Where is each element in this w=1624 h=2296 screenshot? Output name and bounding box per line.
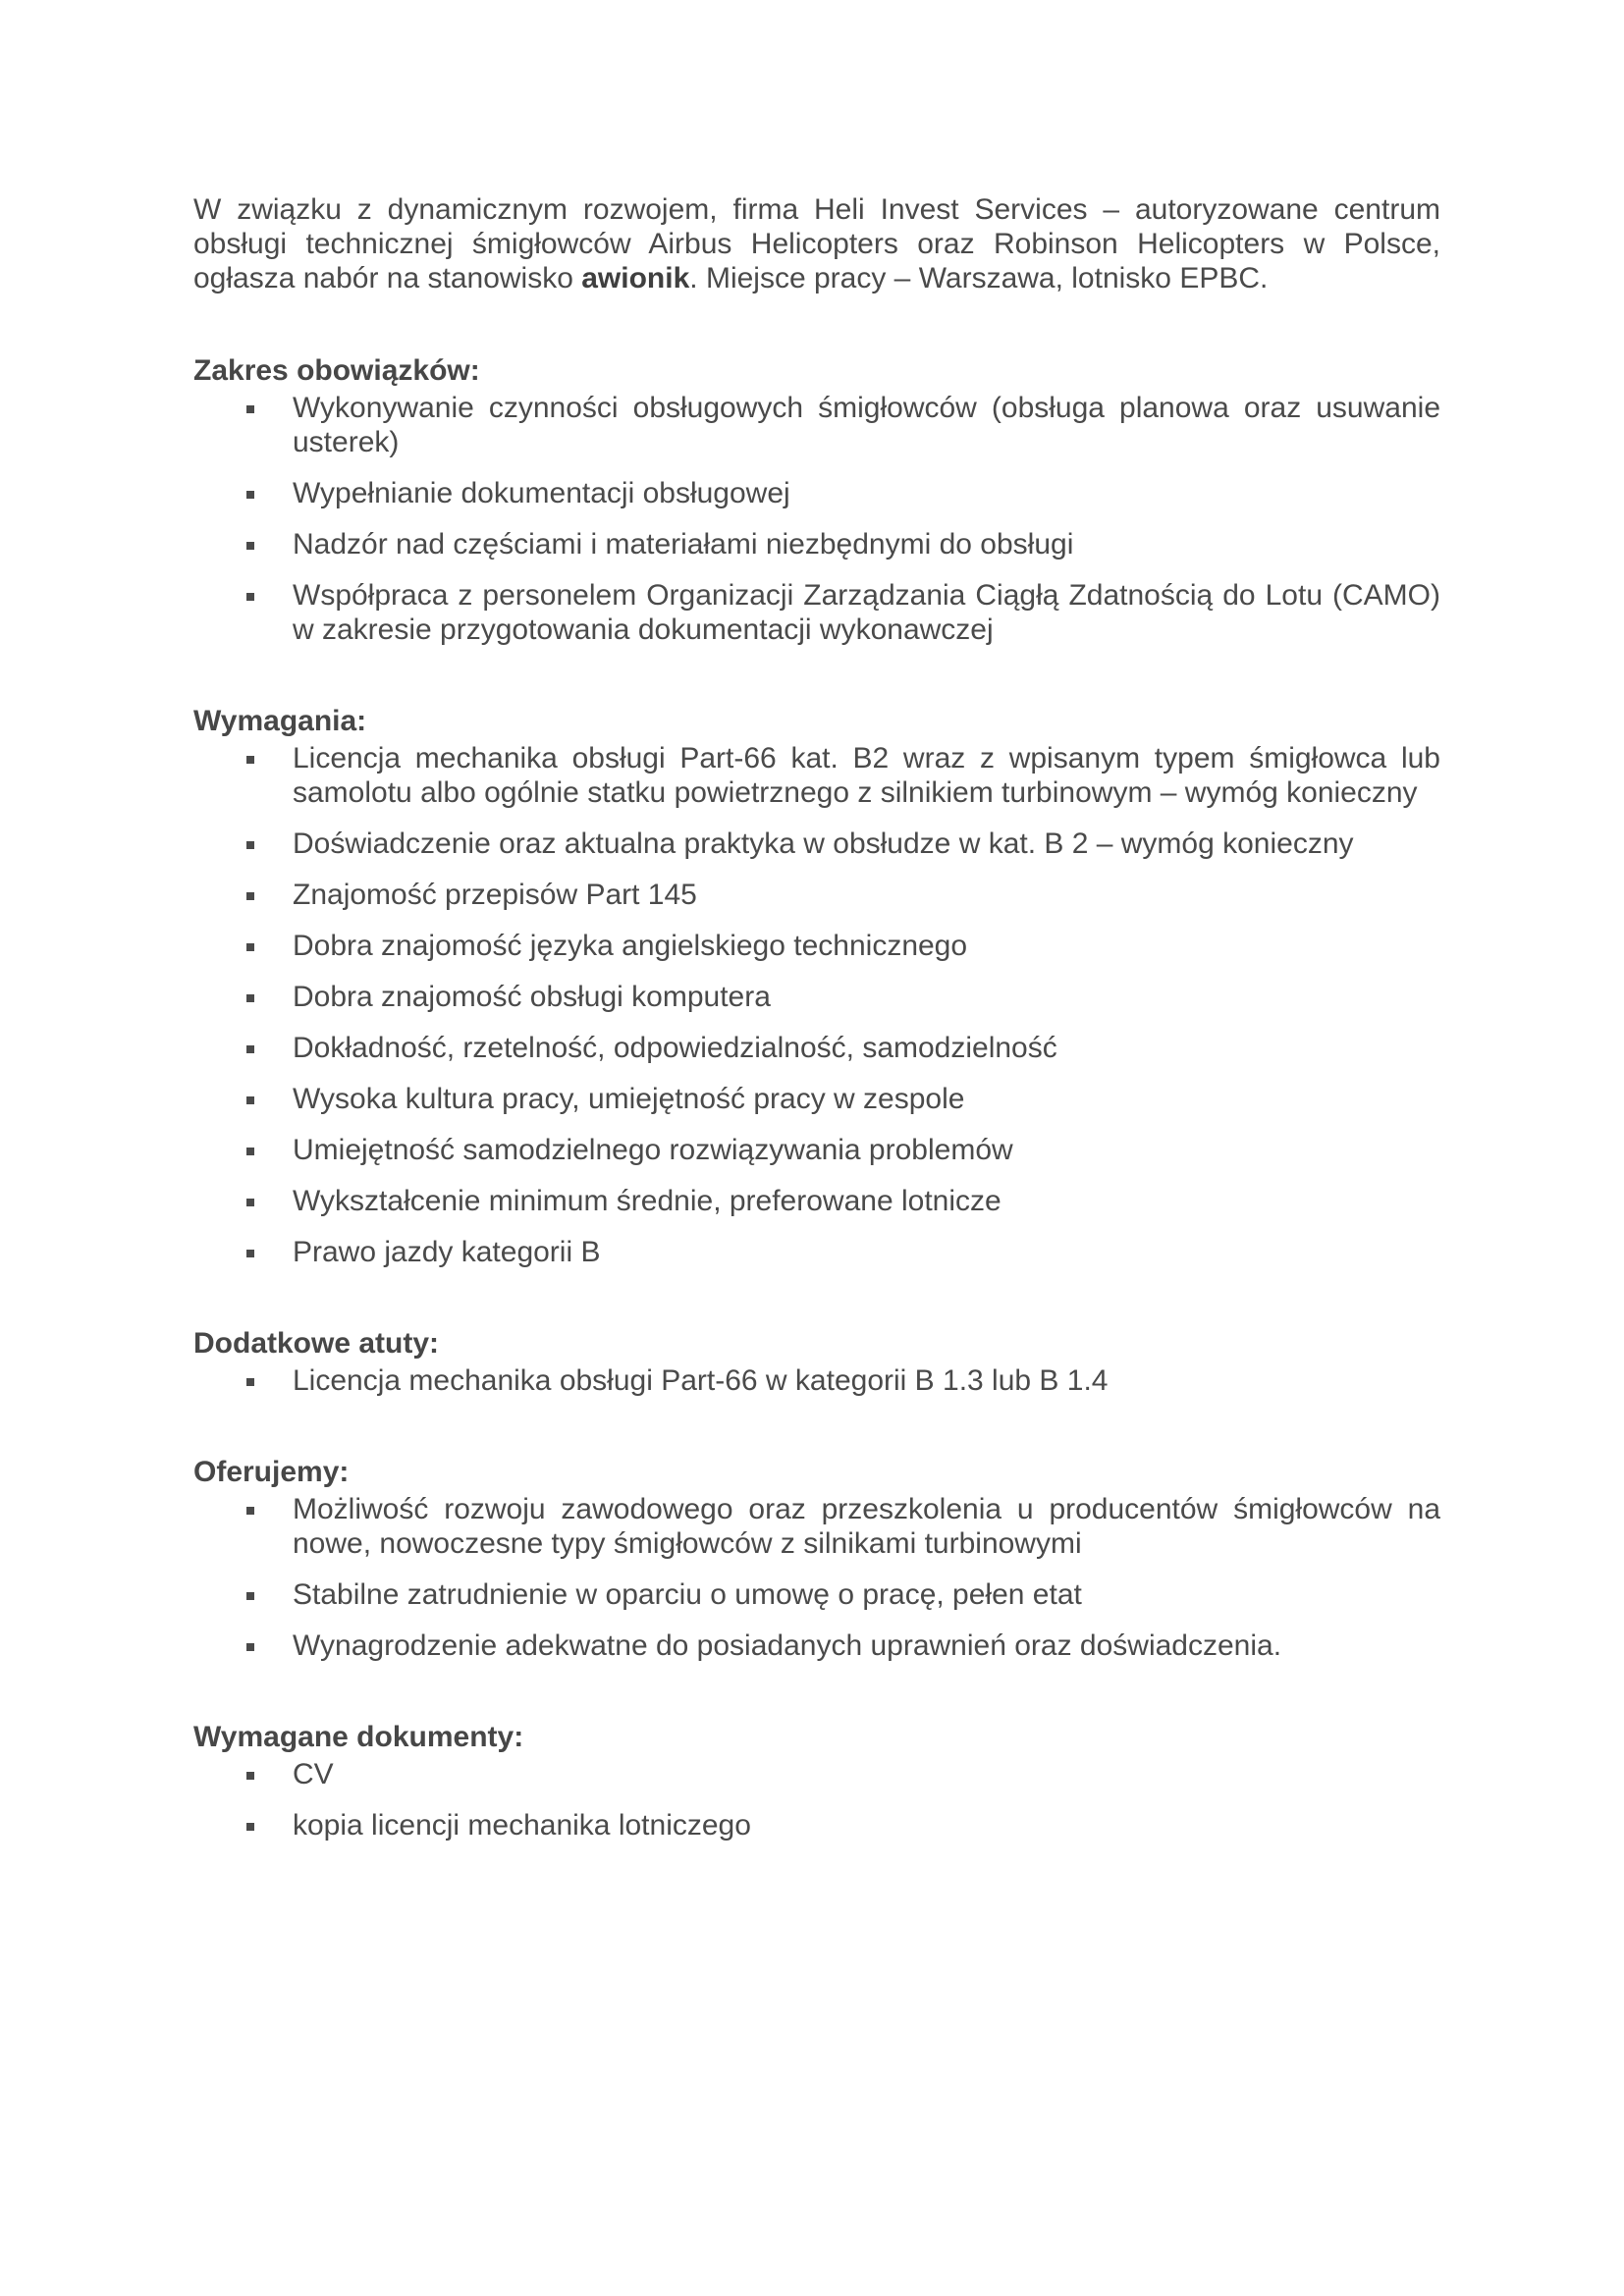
list-item-text: Wysoka kultura pracy, umiejętność pracy w zespole	[293, 1083, 965, 1115]
square-bullet-icon	[246, 1250, 254, 1257]
bullet-list	[193, 391, 1440, 647]
list-item-text: CV	[293, 1758, 334, 1790]
intro-position: awionik	[581, 262, 690, 294]
square-bullet-icon	[246, 1772, 254, 1780]
list-item	[193, 1363, 1440, 1398]
section-wymagania	[193, 704, 1440, 1269]
square-bullet-icon	[246, 1096, 254, 1104]
square-bullet-icon	[246, 943, 254, 951]
square-bullet-icon	[246, 405, 254, 413]
square-bullet-icon	[246, 892, 254, 900]
square-bullet-icon	[246, 1592, 254, 1600]
list-item-text: Stabilne zatrudnienie w oparciu o umowę o pracę, pełen etat	[293, 1578, 1082, 1611]
square-bullet-icon	[246, 1823, 254, 1831]
list-item	[193, 578, 1440, 647]
list-item	[193, 741, 1440, 810]
list-item-text: Doświadczenie oraz aktualna praktyka w obsłudze w kat. B 2 – wymóg konieczny	[293, 828, 1354, 860]
section-heading: Wymagania:	[193, 705, 367, 737]
list-item-text: Wykonywanie czynności obsługowych śmigłowców (obsługa planowa oraz usuwanie usterek)	[293, 392, 1440, 458]
list-item	[193, 878, 1440, 912]
square-bullet-icon	[246, 1507, 254, 1515]
list-item	[193, 1757, 1440, 1791]
list-item	[193, 980, 1440, 1014]
list-item	[193, 1031, 1440, 1065]
list-item-text: Znajomość przepisów Part 145	[293, 879, 697, 911]
list-item	[193, 1235, 1440, 1269]
intro-text-part2: . Miejsce pracy – Warszawa, lotnisko EPBC.	[689, 262, 1269, 294]
section-dodatkowe-atuty	[193, 1326, 1440, 1398]
section-heading: Oferujemy:	[193, 1456, 350, 1488]
list-item	[193, 1492, 1440, 1561]
list-item-text: Możliwość rozwoju zawodowego oraz przeszkolenia u producentów śmigłowców na nowe, nowoczesne typy śmigłowców z silnikami turbinowymi	[293, 1493, 1440, 1560]
square-bullet-icon	[246, 994, 254, 1002]
list-item	[193, 1629, 1440, 1663]
bullet-list	[193, 741, 1440, 1269]
list-item-text: Umiejętność samodzielnego rozwiązywania problemów	[293, 1134, 1013, 1166]
list-item-text: Wynagrodzenie adekwatne do posiadanych uprawnień oraz doświadczenia.	[293, 1629, 1282, 1662]
intro-text-part1: W związku z dynamicznym rozwojem, firma Heli Invest Services – autoryzowane centrum obsługi technicznej śmigłowców Airbus Helicopters oraz Robinson Helicopters w Polsce, ogłasza nabór na stanowisko	[193, 193, 1440, 294]
square-bullet-icon	[246, 756, 254, 764]
sections-container	[193, 353, 1440, 1842]
list-item-text: Licencja mechanika obsługi Part-66 w kategorii B 1.3 lub B 1.4	[293, 1364, 1109, 1397]
square-bullet-icon	[246, 841, 254, 849]
section-zakres-obowiazkow	[193, 353, 1440, 647]
list-item-text: Współpraca z personelem Organizacji Zarządzania Ciągłą Zdatnością do Lotu (CAMO) w zakresie przygotowania dokumentacji wykonawczej	[293, 579, 1440, 646]
list-item-text: Dobra znajomość obsługi komputera	[293, 981, 771, 1013]
document-page	[193, 192, 1440, 1842]
list-item	[193, 391, 1440, 459]
bullet-list	[193, 1492, 1440, 1663]
list-item	[193, 827, 1440, 861]
list-item	[193, 929, 1440, 963]
square-bullet-icon	[246, 1643, 254, 1651]
square-bullet-icon	[246, 1045, 254, 1053]
bullet-list	[193, 1363, 1440, 1398]
list-item	[193, 1133, 1440, 1167]
square-bullet-icon	[246, 1148, 254, 1155]
list-item	[193, 1808, 1440, 1842]
list-item-text: Dobra znajomość języka angielskiego technicznego	[293, 930, 968, 962]
list-item	[193, 1082, 1440, 1116]
list-item-text: kopia licencji mechanika lotniczego	[293, 1809, 751, 1842]
bullet-list	[193, 1757, 1440, 1842]
square-bullet-icon	[246, 542, 254, 550]
square-bullet-icon	[246, 1378, 254, 1386]
section-heading: Dodatkowe atuty:	[193, 1327, 440, 1360]
list-item-text: Wykształcenie minimum średnie, preferowane lotnicze	[293, 1185, 1001, 1217]
list-item	[193, 476, 1440, 510]
section-heading: Wymagane dokumenty:	[193, 1721, 524, 1753]
list-item	[193, 1184, 1440, 1218]
list-item-text: Dokładność, rzetelność, odpowiedzialność, samodzielność	[293, 1032, 1057, 1064]
list-item	[193, 1577, 1440, 1612]
list-item-text: Nadzór nad częściami i materiałami niezbędnymi do obsługi	[293, 528, 1074, 561]
list-item	[193, 527, 1440, 561]
section-heading: Zakres obowiązków:	[193, 354, 480, 387]
list-item-text: Wypełnianie dokumentacji obsługowej	[293, 477, 790, 509]
square-bullet-icon	[246, 491, 254, 499]
list-item-text: Licencja mechanika obsługi Part-66 kat. B2 wraz z wpisanym typem śmigłowca lub samolotu albo ogólnie statku powietrznego z silnikiem turbinowym – wymóg konieczny	[293, 742, 1440, 809]
intro-paragraph	[193, 192, 1440, 295]
section-wymagane-dokumenty	[193, 1720, 1440, 1842]
square-bullet-icon	[246, 1199, 254, 1206]
section-oferujemy	[193, 1455, 1440, 1663]
list-item-text: Prawo jazdy kategorii B	[293, 1236, 601, 1268]
square-bullet-icon	[246, 593, 254, 601]
